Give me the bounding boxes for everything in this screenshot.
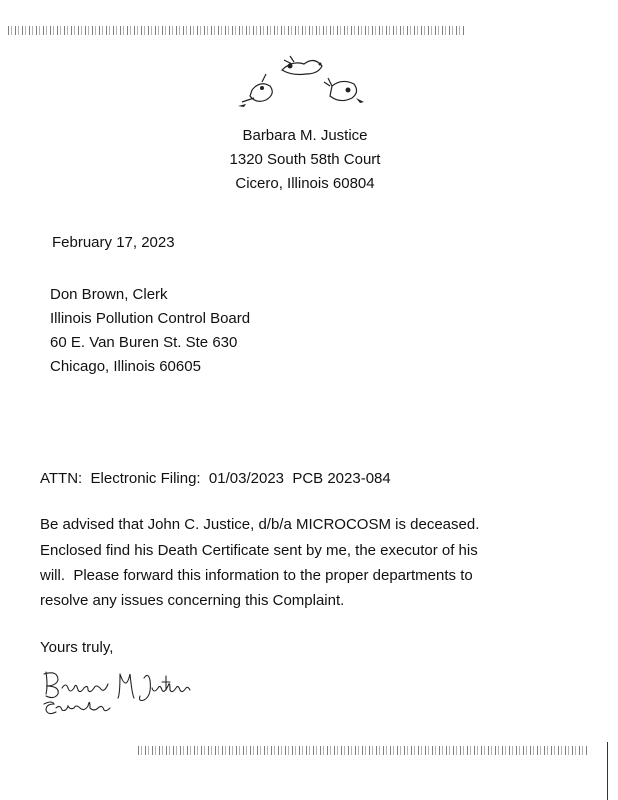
birds-icon [232,52,368,114]
sender-city: Cicero, Illinois 60804 [235,175,375,192]
recipient-line: Chicago, Illinois 60605 [50,358,201,375]
recipient-line: 60 E. Van Buren St. Ste 630 [50,334,238,351]
closing: Yours truly, [40,639,114,656]
body-line: resolve any issues concerning this Complaint. [40,592,345,609]
body-line: Enclosed find his Death Certificate sent by me, the executor of his [40,542,478,559]
sender-street: 1320 South 58th Court [229,151,381,168]
sender-name: Barbara M. Justice [242,127,368,144]
body-line: Be advised that John C. Justice, d/b/a MICROCOSM is deceased. [40,516,480,533]
scan-edge-line [607,742,608,800]
body-line: will. Please forward this information to the proper departments to [40,567,473,584]
letter-date: February 17, 2023 [52,234,175,251]
handwritten-signature [38,666,218,722]
scan-artifact-bottom [138,746,588,755]
attn-line: ATTN: Electronic Filing: 01/03/2023 PCB 2023-084 [40,470,391,487]
scan-artifact-top [8,26,464,35]
recipient-line: Illinois Pollution Control Board [50,310,251,327]
recipient-line: Don Brown, Clerk [50,286,168,303]
